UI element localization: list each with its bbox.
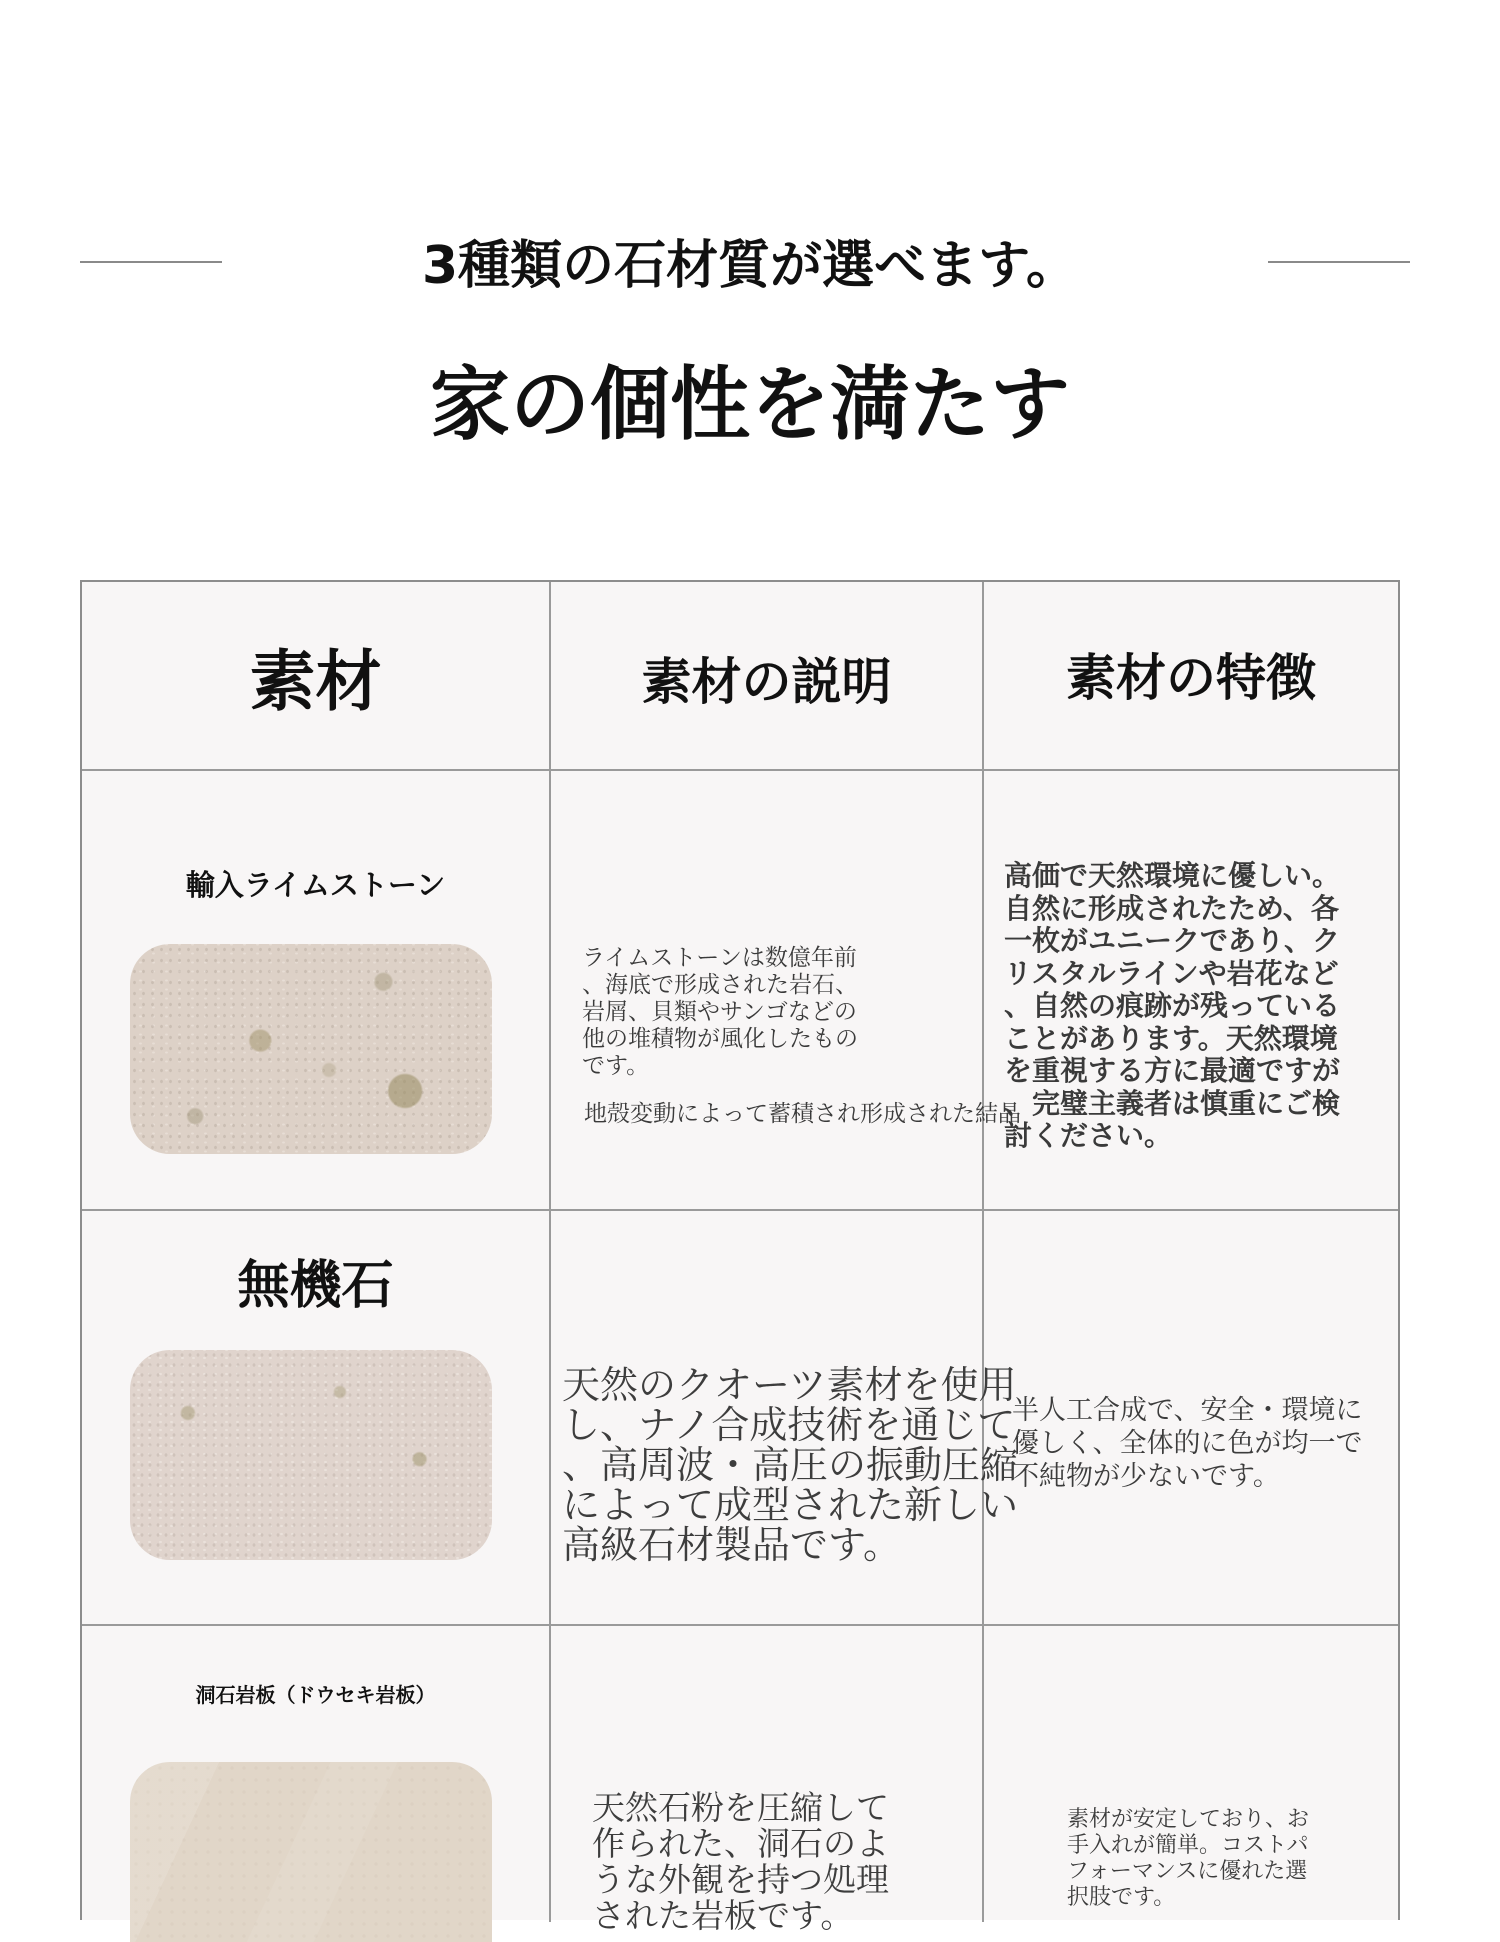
material-name: 洞石岩板（ドウセキ岩板） [195, 1683, 436, 1707]
material-description-extra: 地殻変動によって蓄積され形成された結晶 [584, 1101, 1021, 1127]
page-title: 3種類の石材質が選べます。 [421, 236, 1079, 296]
column-header-description: 素材の説明 [641, 653, 892, 711]
limestone-swatch-image [130, 944, 492, 1154]
material-features: 半人工合成で、安全・環境に 優しく、全体的に色が均一で 不純物が少ないです。 [1012, 1395, 1363, 1492]
row-divider [82, 1209, 1398, 1211]
column-header-features: 素材の特徴 [1066, 649, 1316, 707]
material-features: 高価で天然環境に優しい。 自然に形成されたため、各 一枚がユニークであり、ク リスタルラインや岩花など 、自然の痕跡が残っている ことがあります。天然環境 を重視する方に最適ですが 、完璧主義者は慎重にご検 討ください。 [1004, 859, 1341, 1152]
material-description: 天然のクオーツ素材を使用 し、ナノ合成技術を通じて 、高周波・高圧の振動圧縮 によって成型された新しい 高級石材製品です。 [562, 1363, 1019, 1567]
material-description: 天然石粉を圧縮して 作られた、洞石のよ うな外観を持つ処理 された岩板です。 [592, 1788, 889, 1935]
material-features: 素材が安定しており、お 手入れが簡単。コストパ フォーマンスに優れた選 択肢です。 [1067, 1807, 1310, 1910]
material-description: ライムストーンは数億年前 、海底で形成された岩石、 岩屑、貝類やサンゴなどの 他の堆積物が風化したもの です。 [582, 945, 858, 1079]
material-name: 輸入ライムストーン [185, 868, 446, 902]
inorganic-stone-swatch-image [130, 1350, 492, 1560]
material-name: 無機石 [237, 1256, 394, 1316]
row-divider [82, 769, 1398, 771]
travertine-slab-swatch-image [130, 1762, 492, 1942]
column-header-material: 素材 [249, 643, 382, 720]
row-divider [82, 1624, 1398, 1626]
column-divider [549, 582, 551, 1922]
column-divider [982, 582, 984, 1922]
material-comparison-table [80, 580, 1400, 1935]
page-subtitle: 家の個性を満たす [430, 358, 1070, 451]
